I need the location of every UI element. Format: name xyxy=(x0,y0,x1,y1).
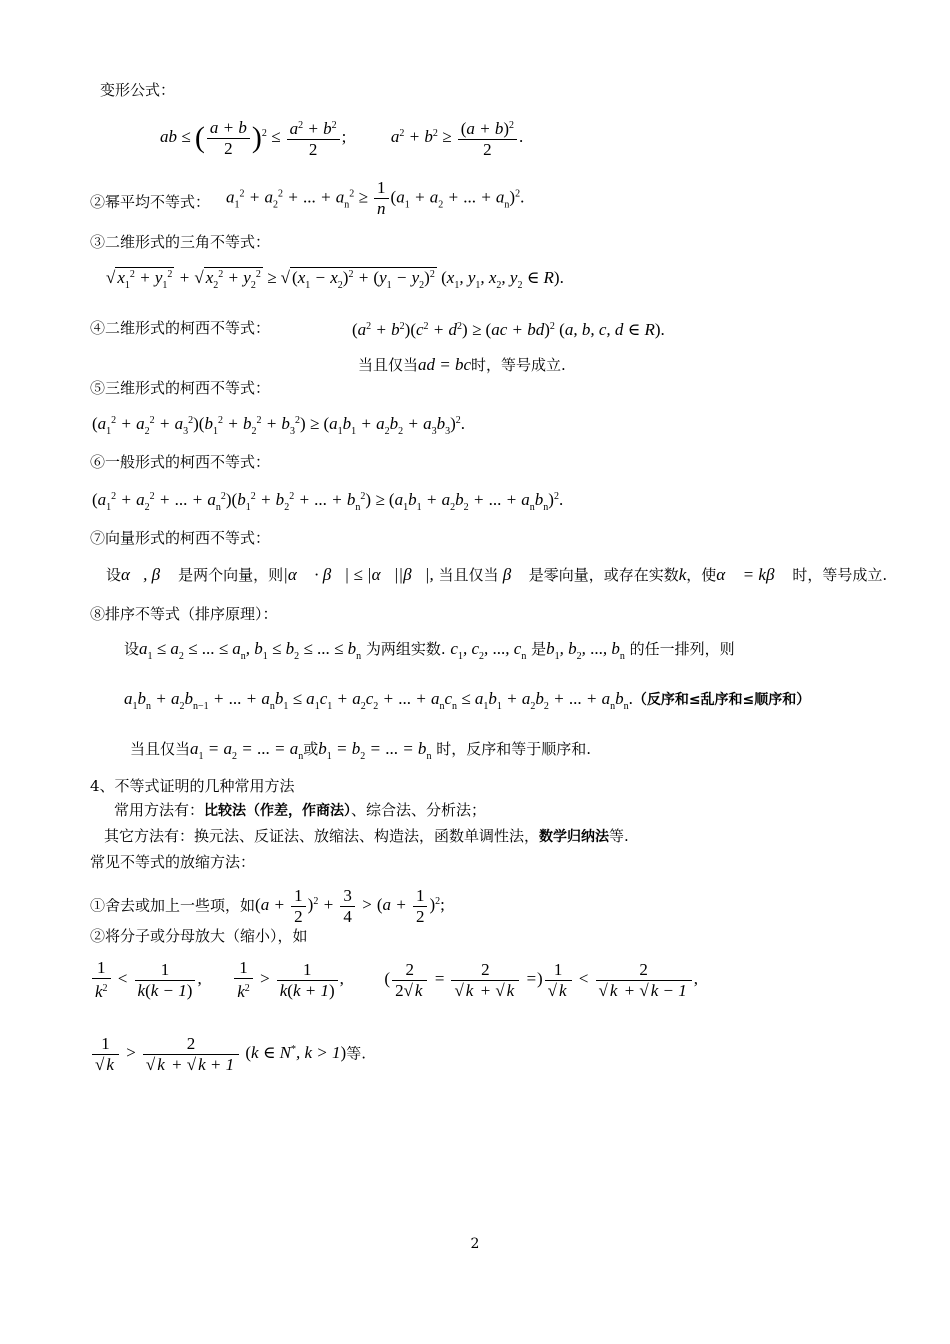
formula-scaling-2: $\frac{1}{k^2}$ < $\frac{1}{k(k - 1)}$ , $\frac{1}{k^2}$ > $\frac{1}{k(k + 1)}$ , ( $\frac{2}{2√ k}$ = $\frac{2}{√ k + √ k}$ =) $\frac{1}{√ k}$ < $\frac{2}{√ k + √ k - 1}$ , xyxy=(90,958,698,1002)
scaling-item-2: ②将分子或分母放大（缩小），如 xyxy=(90,927,308,945)
other-methods-line: 其它方法有：换元法、反证法、放缩法、构造法，函数单调性法，数学归纳法等. xyxy=(104,827,629,845)
cauchy-2d-heading: ④二维形式的柯西不等式： xyxy=(90,319,271,337)
formula-rearrangement: $a_1b_n + a_2b_{n-1}$ + ... + $a_nb_1 \le a_1c_1 + a_2c_2$ + ... + $a_nc_n \le a_1b_1 + a_2b_2$ + ... + $a_nb_n$. xyxy=(124,689,633,712)
formula-ordered-sets: $a_1 \le a_2$ ≤ ... ≤ $a_n$, $b_1 \le b_2$ ≤ ... ≤ $b_n$ xyxy=(139,639,362,662)
formula-cauchy-3d: $(a_1^2 + a_2^2 + a_3^2)(b_1^2 + b_2^2 + b_3^2) \ge (a_1b_1 + a_2b_2 + a_3b_3)^2$. xyxy=(92,414,466,437)
common-methods-line: 常用方法有：比较法（作差，作商法）、综合法、分析法； xyxy=(114,801,487,819)
formula-alpha-beta: α⃗, β⃗ xyxy=(121,565,174,584)
rearrangement-setup-line: 设$a_1 \le a_2$ ≤ ... ≤ $a_n$, $b_1 \le b_2$ ≤ ... ≤ $b_n$ 为两组实数. $c_1$, $c_2$, ..., $c_n$ 是$b_1$, $b_2$, ..., $b_n$ 的任一排列，则 xyxy=(124,639,735,662)
power-mean-heading: ②幂平均不等式： xyxy=(90,193,211,211)
cauchy-2d-equality-line xyxy=(358,354,566,376)
scaling-item-1: ①舍去或加上一些项，如(a + $\frac{1}{2}$ )$^2$ + $\frac{3}{4}$ > (a + $\frac{1}{2}$ )$^2$; xyxy=(90,886,445,926)
formula-vector-ineq: |α⃗ · β⃗| ≤ |α⃗||β⃗|, xyxy=(283,565,434,584)
formula-ad-bc: ad = bc xyxy=(418,355,472,374)
page-number: 2 xyxy=(470,1236,480,1252)
rearrangement-heading: ⑧排序不等式（排序原理）： xyxy=(90,605,278,623)
vector-text-4: 是零向量，或存在实数 xyxy=(528,566,679,584)
vector-text-1: 设 xyxy=(106,566,122,584)
rearrangement-equality-line: 当且仅当$a_1 = a_2$ = ... = $a_n$或$b_1 = b_2$ = ... = $b_n$ 时，反序和等于顺序和. xyxy=(130,739,591,762)
section-4-heading: 4、不等式证明的几种常用方法 xyxy=(90,777,295,795)
formula-cauchy-general: ($a_1^2 + a_2^2$ + ... + $a_n^2)(b_1^2 + b_2^2$ + ... + $b_n^2) \ge (a_1b_1 + a_2b_2$ + ... + $a_nb_n)^2$. xyxy=(92,490,564,513)
cauchy-general-heading: ⑥一般形式的柯西不等式： xyxy=(90,453,271,471)
formula-triangle: √ $x_1^2 + y_1^2$ + √ $x_2^2 + y_2^2$ ≥ √ $(x_1 - x_2)^2 + (y_1 - y_2)^2$ ($x_1$, $y_1$, $x_2$, $y_2$ ∈ R). xyxy=(106,268,564,291)
rearrangement-note: （反序和≤乱序和≤顺序和） xyxy=(632,692,811,708)
scaling-methods-heading: 常见不等式的放缩方法： xyxy=(90,853,256,871)
rearrangement-formula-line xyxy=(124,688,810,718)
vector-text-3: 当且仅当 xyxy=(438,566,499,584)
variant-formula-heading: 变形公式： xyxy=(100,81,176,99)
formula-power-mean: $a_1^2 + a_2^2$ + ... + $a_n^2$ ≥ $\frac{1}{n}$ ($a_1 + a_2$ + ... + $a_n)^2$. xyxy=(226,178,525,218)
cauchy-3d-heading: ⑤三维形式的柯西不等式： xyxy=(90,379,271,397)
cauchy-vector-line: 设α⃗, β⃗ 是两个向量，则|α⃗ · β⃗| ≤ |α⃗||β⃗|, 当且仅当 β⃗ 是零向量，或存在实数k，使α⃗ = kβ⃗ 时，等号成立. xyxy=(106,565,888,584)
scaling-item-3: $\frac{1}{√ k}$ > $\frac{2}{√ k + √ k + 1}$ (k ∈ N*, k > 1)等. xyxy=(90,1034,366,1075)
formula-scaling-1: (a + $\frac{1}{2}$ )$^2$ + $\frac{3}{4}$ > (a + $\frac{1}{2}$ )$^2$; xyxy=(255,886,445,926)
vector-text-6: 时，等号成立. xyxy=(792,566,888,584)
equality-condition-suffix: 时，等号成立. xyxy=(471,356,566,374)
formula-cauchy-2d: $(a^2 + b^2)(c^2 + d^2) \ge (ac + bd)^2$ (a, b, c, d ∈ R). xyxy=(352,320,665,339)
equality-condition-prefix: 当且仅当 xyxy=(358,356,419,374)
cauchy-vector-heading: ⑦向量形式的柯西不等式： xyxy=(90,529,271,547)
vector-text-2: 是两个向量，则 xyxy=(178,566,284,584)
vector-text-5: ，使 xyxy=(686,566,717,584)
formula-alpha-kbeta: α⃗ = kβ⃗ xyxy=(716,565,788,584)
formula-scaling-3: $\frac{1}{√ k}$ > $\frac{2}{√ k + √ k + 1}$ (k ∈ N*, k > 1) xyxy=(90,1043,346,1062)
triangle-inequality-heading: ③二维形式的三角不等式： xyxy=(90,233,271,251)
formula-variant: ab ≤ ( $\frac{a + b}{2}$ )$^2$ ≤ $\frac{a^2 + b^2}{2}$ ; $a^2 + b^2$ ≥ $\frac{(a + b)^2}{2}$ . xyxy=(160,117,524,159)
